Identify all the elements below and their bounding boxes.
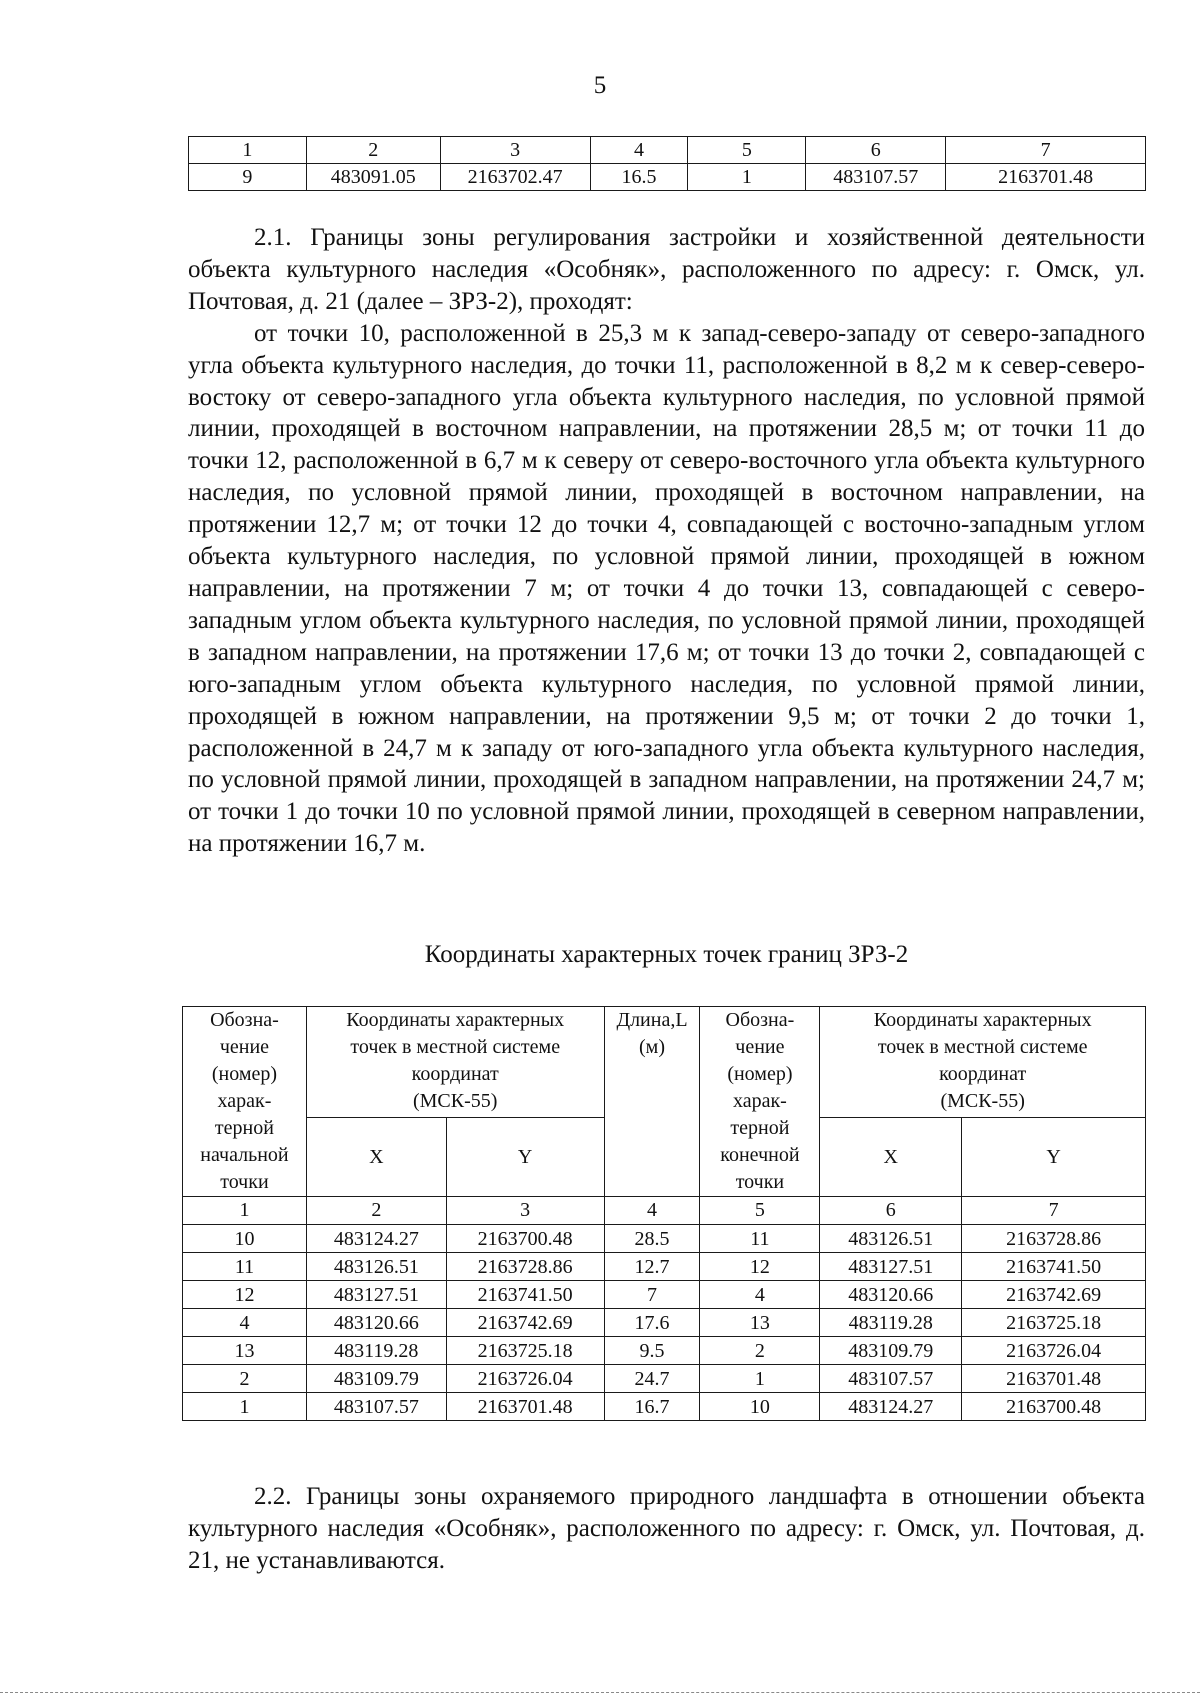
table-cell: 483109.79 — [820, 1337, 962, 1365]
column-number-row — [183, 1197, 1146, 1225]
table-caption: Координаты характерных точек границ ЗРЗ-2 — [424, 941, 909, 968]
table-cell: 2163741.50 — [962, 1253, 1146, 1281]
section-2-1-intro: 2.1. Границы зоны регулирования застройки и хозяйственной деятельности объекта культурного наследия «Особняк», расположенного по адресу: г. Омск, ул. Почтовая, д. 21 (далее – ЗРЗ-2), проходят: — [188, 224, 1145, 315]
table-row — [183, 1253, 1146, 1281]
table-cell: 4 — [604, 1197, 700, 1225]
table-cell: 2163701.48 — [962, 1365, 1146, 1393]
section-2-2-text: 2.2. Границы зоны охраняемого природного ландшафта в отношении объекта культурного наследия «Особняк», расположенного по адресу: г. Омск, ул. Почтовая, д. 21, не устанавливаются. — [188, 1483, 1145, 1574]
table-cell: 13 — [183, 1337, 307, 1365]
table-cell: 2 — [183, 1365, 307, 1393]
table-cell: 2163728.86 — [446, 1253, 604, 1281]
table-cell: 2 — [306, 1197, 446, 1225]
table-cell: 2 — [306, 137, 440, 164]
table-cell: 1 — [700, 1365, 820, 1393]
table-cell: 4 — [183, 1309, 307, 1337]
table-cell: 16.5 — [590, 164, 688, 191]
table-cell: 483127.51 — [820, 1253, 962, 1281]
table-cell: 483107.57 — [806, 164, 946, 191]
table-cell: 483127.51 — [306, 1281, 446, 1309]
table-cell: 2163726.04 — [446, 1365, 604, 1393]
table-cell: 9 — [189, 164, 307, 191]
table-row — [189, 164, 1146, 191]
table-cell: 2163700.48 — [446, 1225, 604, 1253]
table-cell: 11 — [700, 1225, 820, 1253]
table-cell: 483124.27 — [306, 1225, 446, 1253]
header-x: X — [820, 1118, 962, 1197]
table-cell: 2163702.47 — [440, 164, 590, 191]
table-cell: 17.6 — [604, 1309, 700, 1337]
header-y: Y — [962, 1118, 1146, 1197]
table-cell: 5 — [688, 137, 806, 164]
table-cell: 3 — [446, 1197, 604, 1225]
table-row — [183, 1393, 1146, 1421]
table-cell: 2 — [700, 1337, 820, 1365]
table-cell: 1 — [688, 164, 806, 191]
table-cell: 16.7 — [604, 1393, 700, 1421]
table-row — [183, 1365, 1146, 1393]
coordinates-table — [182, 1006, 1146, 1421]
table-cell: 9.5 — [604, 1337, 700, 1365]
table-cell: 2163726.04 — [962, 1337, 1146, 1365]
table-row — [183, 1337, 1146, 1365]
section-2-1 — [188, 222, 1145, 860]
header-coordinates-start: Координаты характерных точек в местной системе координат (МСК-55) — [306, 1007, 604, 1118]
header-x: X — [306, 1118, 446, 1197]
table-cell: 2163725.18 — [962, 1309, 1146, 1337]
table-cell: 483120.66 — [820, 1281, 962, 1309]
header-y: Y — [446, 1118, 604, 1197]
table-cell: 2163742.69 — [446, 1309, 604, 1337]
table-cell: 483091.05 — [306, 164, 440, 191]
table-cell: 5 — [700, 1197, 820, 1225]
scan-edge-divider — [0, 1692, 1200, 1693]
table-cell: 24.7 — [604, 1365, 700, 1393]
table-cell: 12 — [700, 1253, 820, 1281]
table-cell: 7 — [604, 1281, 700, 1309]
table-header-row — [189, 137, 1146, 164]
table-cell: 28.5 — [604, 1225, 700, 1253]
table-cell: 2163701.48 — [446, 1393, 604, 1421]
table-cell: 6 — [820, 1197, 962, 1225]
table-cell: 483119.28 — [306, 1337, 446, 1365]
table-row — [183, 1281, 1146, 1309]
section-2-2 — [188, 1481, 1145, 1577]
table-cell: 483107.57 — [820, 1365, 962, 1393]
table-cell: 2163701.48 — [946, 164, 1146, 191]
header-coordinates-end: Координаты характерных точек в местной системе координат (МСК-55) — [820, 1007, 1146, 1118]
table-cell: 10 — [700, 1393, 820, 1421]
table-cell: 10 — [183, 1225, 307, 1253]
table-row — [183, 1309, 1146, 1337]
table-cell: 483124.27 — [820, 1393, 962, 1421]
table-cell: 3 — [440, 137, 590, 164]
table-cell: 1 — [183, 1197, 307, 1225]
table-cell: 483126.51 — [306, 1253, 446, 1281]
table-cell: 1 — [183, 1393, 307, 1421]
header-length: Длина,L (м) — [604, 1007, 700, 1197]
table-cell: 483120.66 — [306, 1309, 446, 1337]
page-number: 5 — [593, 72, 607, 99]
table-cell: 483107.57 — [306, 1393, 446, 1421]
table-row — [183, 1225, 1146, 1253]
table-cell: 13 — [700, 1309, 820, 1337]
table-cell: 7 — [962, 1197, 1146, 1225]
table-cell: 2163725.18 — [446, 1337, 604, 1365]
table-cell: 12.7 — [604, 1253, 700, 1281]
table-cell: 483109.79 — [306, 1365, 446, 1393]
header-start-point: Обозна- чение (номер) харак- терной начальной точки — [183, 1007, 307, 1197]
table-cell: 7 — [946, 137, 1146, 164]
table-cell: 2163741.50 — [446, 1281, 604, 1309]
table-cell: 1 — [189, 137, 307, 164]
table-cell: 483119.28 — [820, 1309, 962, 1337]
table-cell: 12 — [183, 1281, 307, 1309]
continued-coordinates-table — [188, 136, 1146, 191]
table-cell: 11 — [183, 1253, 307, 1281]
table-cell: 2163700.48 — [962, 1393, 1146, 1421]
table-cell: 6 — [806, 137, 946, 164]
section-2-1-body: от точки 10, расположенной в 25,3 м к запад-северо-западу от северо-западного угла объекта культурного наследия, до точки 11, расположенной в 8,2 м к север-северо-востоку от северо-западного угла объекта культурного наследия, по условной прямой линии, проходящей в восточном направлении, на протяжении 28,5 м; от точки 11 до точки 12, расположенной в 6,7 м к северу от северо-восточного угла объекта культурного наследия, по условной прямой линии, проходящей в восточном направлении, на протяжении 12,7 м; от точки 12 до точки 4, совпадающей с восточно-западным углом объекта культурного наследия, по условной прямой линии, проходящей в южном направлении, на протяжении 7 м; от точки 4 до точки 13, совпадающей с северо-западным углом объекта культурного наследия, по условной прямой линии, проходящей в западном направлении, на протяжении 17,6 м; от точки 13 до точки 2, совпадающей с юго-западным углом объекта культурного наследия, по условной прямой линии, проходящей в южном направлении, на протяжении 9,5 м; от точки 2 до точки 1, расположенной в 24,7 м к западу от юго-западного угла объекта культурного наследия, по условной прямой линии, проходящей в западном направлении, на протяжении 24,7 м; от точки 1 до точки 10 по условной прямой линии, проходящей в северном направлении, на протяжении 16,7 м. — [188, 319, 1145, 858]
table-cell: 2163742.69 — [962, 1281, 1146, 1309]
table-cell: 4 — [700, 1281, 820, 1309]
table-header-row — [183, 1007, 1146, 1118]
table-cell: 2163728.86 — [962, 1225, 1146, 1253]
table-cell: 483126.51 — [820, 1225, 962, 1253]
header-end-point: Обозна- чение (номер) харак- терной конечной точки — [700, 1007, 820, 1197]
table-cell: 4 — [590, 137, 688, 164]
